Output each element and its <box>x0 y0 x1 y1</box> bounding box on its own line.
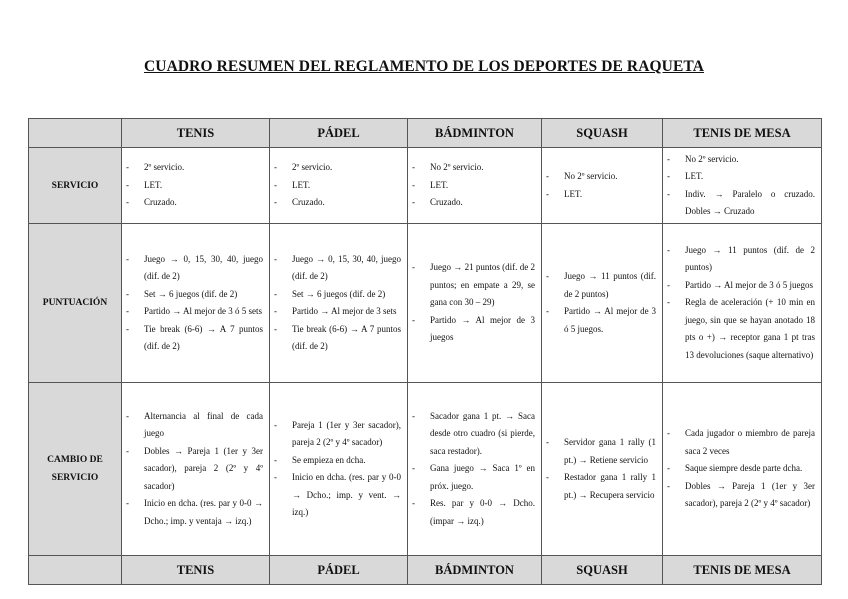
list-item: - Set → 6 juegos (dif. de 2) <box>126 286 263 304</box>
cell-servicio-padel <box>270 148 408 224</box>
rules-table <box>28 118 822 585</box>
cell-puntuacion-squash <box>542 224 663 383</box>
column-header-padel: PÁDEL <box>270 119 408 148</box>
row-header-puntuacion: PUNTUACIÓN <box>29 224 122 383</box>
list-item: - Cada jugador o miembro de pareja saca 2 veces <box>667 425 815 460</box>
cell-cambio-tenis-de-mesa <box>663 383 822 556</box>
cell-puntuacion-badminton <box>408 224 542 383</box>
cell-cambio-squash <box>542 383 663 556</box>
list-item: - LET. <box>412 177 535 195</box>
list-item: - LET. <box>274 177 401 195</box>
list-item: - Cruzado. <box>126 194 263 212</box>
list-item: - Juego → 0, 15, 30, 40, juego (dif. de 2) <box>126 251 263 286</box>
list-item: - Cruzado. <box>412 194 535 212</box>
column-footer-padel: PÁDEL <box>270 556 408 585</box>
column-header-badminton: BÁDMINTON <box>408 119 542 148</box>
list-item: - Partido → Al mejor de 3 sets <box>274 303 401 321</box>
cell-cambio-tenis <box>122 383 270 556</box>
cell-servicio-badminton <box>408 148 542 224</box>
table-row-servicio <box>29 148 822 224</box>
list-item: - Se empieza en dcha. <box>274 452 401 470</box>
list-item: - Juego → 11 puntos (dif. de 2 puntos) <box>667 242 815 277</box>
list-item: - Gana juego → Saca 1º en próx. juego. <box>412 460 535 495</box>
cell-cambio-padel <box>270 383 408 556</box>
list-item: - Partido → Al mejor de 3 juegos <box>412 312 535 347</box>
cell-puntuacion-tenis-de-mesa <box>663 224 822 383</box>
list-item: - Indiv. → Paralelo o cruzado. Dobles → Cruzado <box>667 186 815 221</box>
header-row <box>29 119 822 148</box>
list-item: - Pareja 1 (1er y 3er sacador), pareja 2 (2º y 4º sacador) <box>274 417 401 452</box>
cell-puntuacion-tenis <box>122 224 270 383</box>
cell-cambio-badminton <box>408 383 542 556</box>
list-item: - Alternancia al final de cada juego <box>126 408 263 443</box>
list-item: - Tie break (6-6) → A 7 puntos (dif. de 2) <box>126 321 263 356</box>
row-header-cambio-de-servicio: CAMBIO DE SERVICIO <box>29 383 122 556</box>
table-row-cambio-de-servicio <box>29 383 822 556</box>
page-title: CUADRO RESUMEN DEL REGLAMENTO DE LOS DEPORTES DE RAQUETA <box>144 58 704 75</box>
corner-cell <box>29 119 122 148</box>
list-item: - Partido → Al mejor de 3 ó 5 juegos <box>667 277 815 295</box>
cell-servicio-squash <box>542 148 663 224</box>
list-item: - Juego → 21 puntos (dif. de 2 puntos; en empate a 29, se gana con 30 – 29) <box>412 259 535 312</box>
list-item: - Juego → 0, 15, 30, 40, juego (dif. de 2) <box>274 251 401 286</box>
list-item: - Sacador gana 1 pt. → Saca desde otro cuadro (si pierde, saca restador). <box>412 408 535 461</box>
list-item: - Dobles → Pareja 1 (1er y 3er sacador), pareja 2 (2º y 4º sacador) <box>126 443 263 496</box>
list-item: - Set → 6 juegos (dif. de 2) <box>274 286 401 304</box>
column-footer-tenis-de-mesa: TENIS DE MESA <box>663 556 822 585</box>
footer-row <box>29 556 822 585</box>
list-item: - Tie break (6-6) → A 7 puntos (dif. de 2) <box>274 321 401 356</box>
column-footer-badminton: BÁDMINTON <box>408 556 542 585</box>
column-header-squash: SQUASH <box>542 119 663 148</box>
corner-cell <box>29 556 122 585</box>
list-item: - Servidor gana 1 rally (1 pt.) → Retiene servicio <box>546 434 656 469</box>
list-item: - 2º servicio. <box>126 159 263 177</box>
list-item: - LET. <box>667 168 815 186</box>
table-row-puntuacion <box>29 224 822 383</box>
list-item: - LET. <box>546 186 656 204</box>
list-item: - Saque siempre desde parte dcha. <box>667 460 815 478</box>
row-header-servicio: SERVICIO <box>29 148 122 224</box>
column-header-tenis: TENIS <box>122 119 270 148</box>
column-footer-tenis: TENIS <box>122 556 270 585</box>
list-item: - Dobles → Pareja 1 (1er y 3er sacador), pareja 2 (2º y 4º sacador) <box>667 478 815 513</box>
list-item: - Restador gana 1 rally 1 pt.) → Recupera servicio <box>546 469 656 504</box>
list-item: - Cruzado. <box>274 194 401 212</box>
column-header-tenis-de-mesa: TENIS DE MESA <box>663 119 822 148</box>
list-item: - Res. par y 0-0 → Dcho. (impar → izq.) <box>412 495 535 530</box>
list-item: - Inicio en dcha. (res. par y 0-0 → Dcho.; imp. y ventaja → izq.) <box>126 495 263 530</box>
cell-puntuacion-padel <box>270 224 408 383</box>
column-footer-squash: SQUASH <box>542 556 663 585</box>
list-item: - No 2º servicio. <box>546 168 656 186</box>
list-item: - Partido → Al mejor de 3 ó 5 juegos. <box>546 303 656 338</box>
list-item: - Juego → 11 puntos (dif. de 2 puntos) <box>546 268 656 303</box>
list-item: - Inicio en dcha. (res. par y 0-0 → Dcho.; imp. y vent. → izq.) <box>274 469 401 522</box>
cell-servicio-tenis-de-mesa <box>663 148 822 224</box>
list-item: - LET. <box>126 177 263 195</box>
list-item: - Regla de aceleración (+ 10 min en juego, sin que se hayan anotado 18 pts o +) → receptor gana 1 pt tras 13 devoluciones (saque alternativo) <box>667 294 815 364</box>
list-item: - Partido → Al mejor de 3 ó 5 sets <box>126 303 263 321</box>
list-item: - 2º servicio. <box>274 159 401 177</box>
list-item: - No 2º servicio. <box>412 159 535 177</box>
cell-servicio-tenis <box>122 148 270 224</box>
list-item: - No 2º servicio. <box>667 151 815 169</box>
